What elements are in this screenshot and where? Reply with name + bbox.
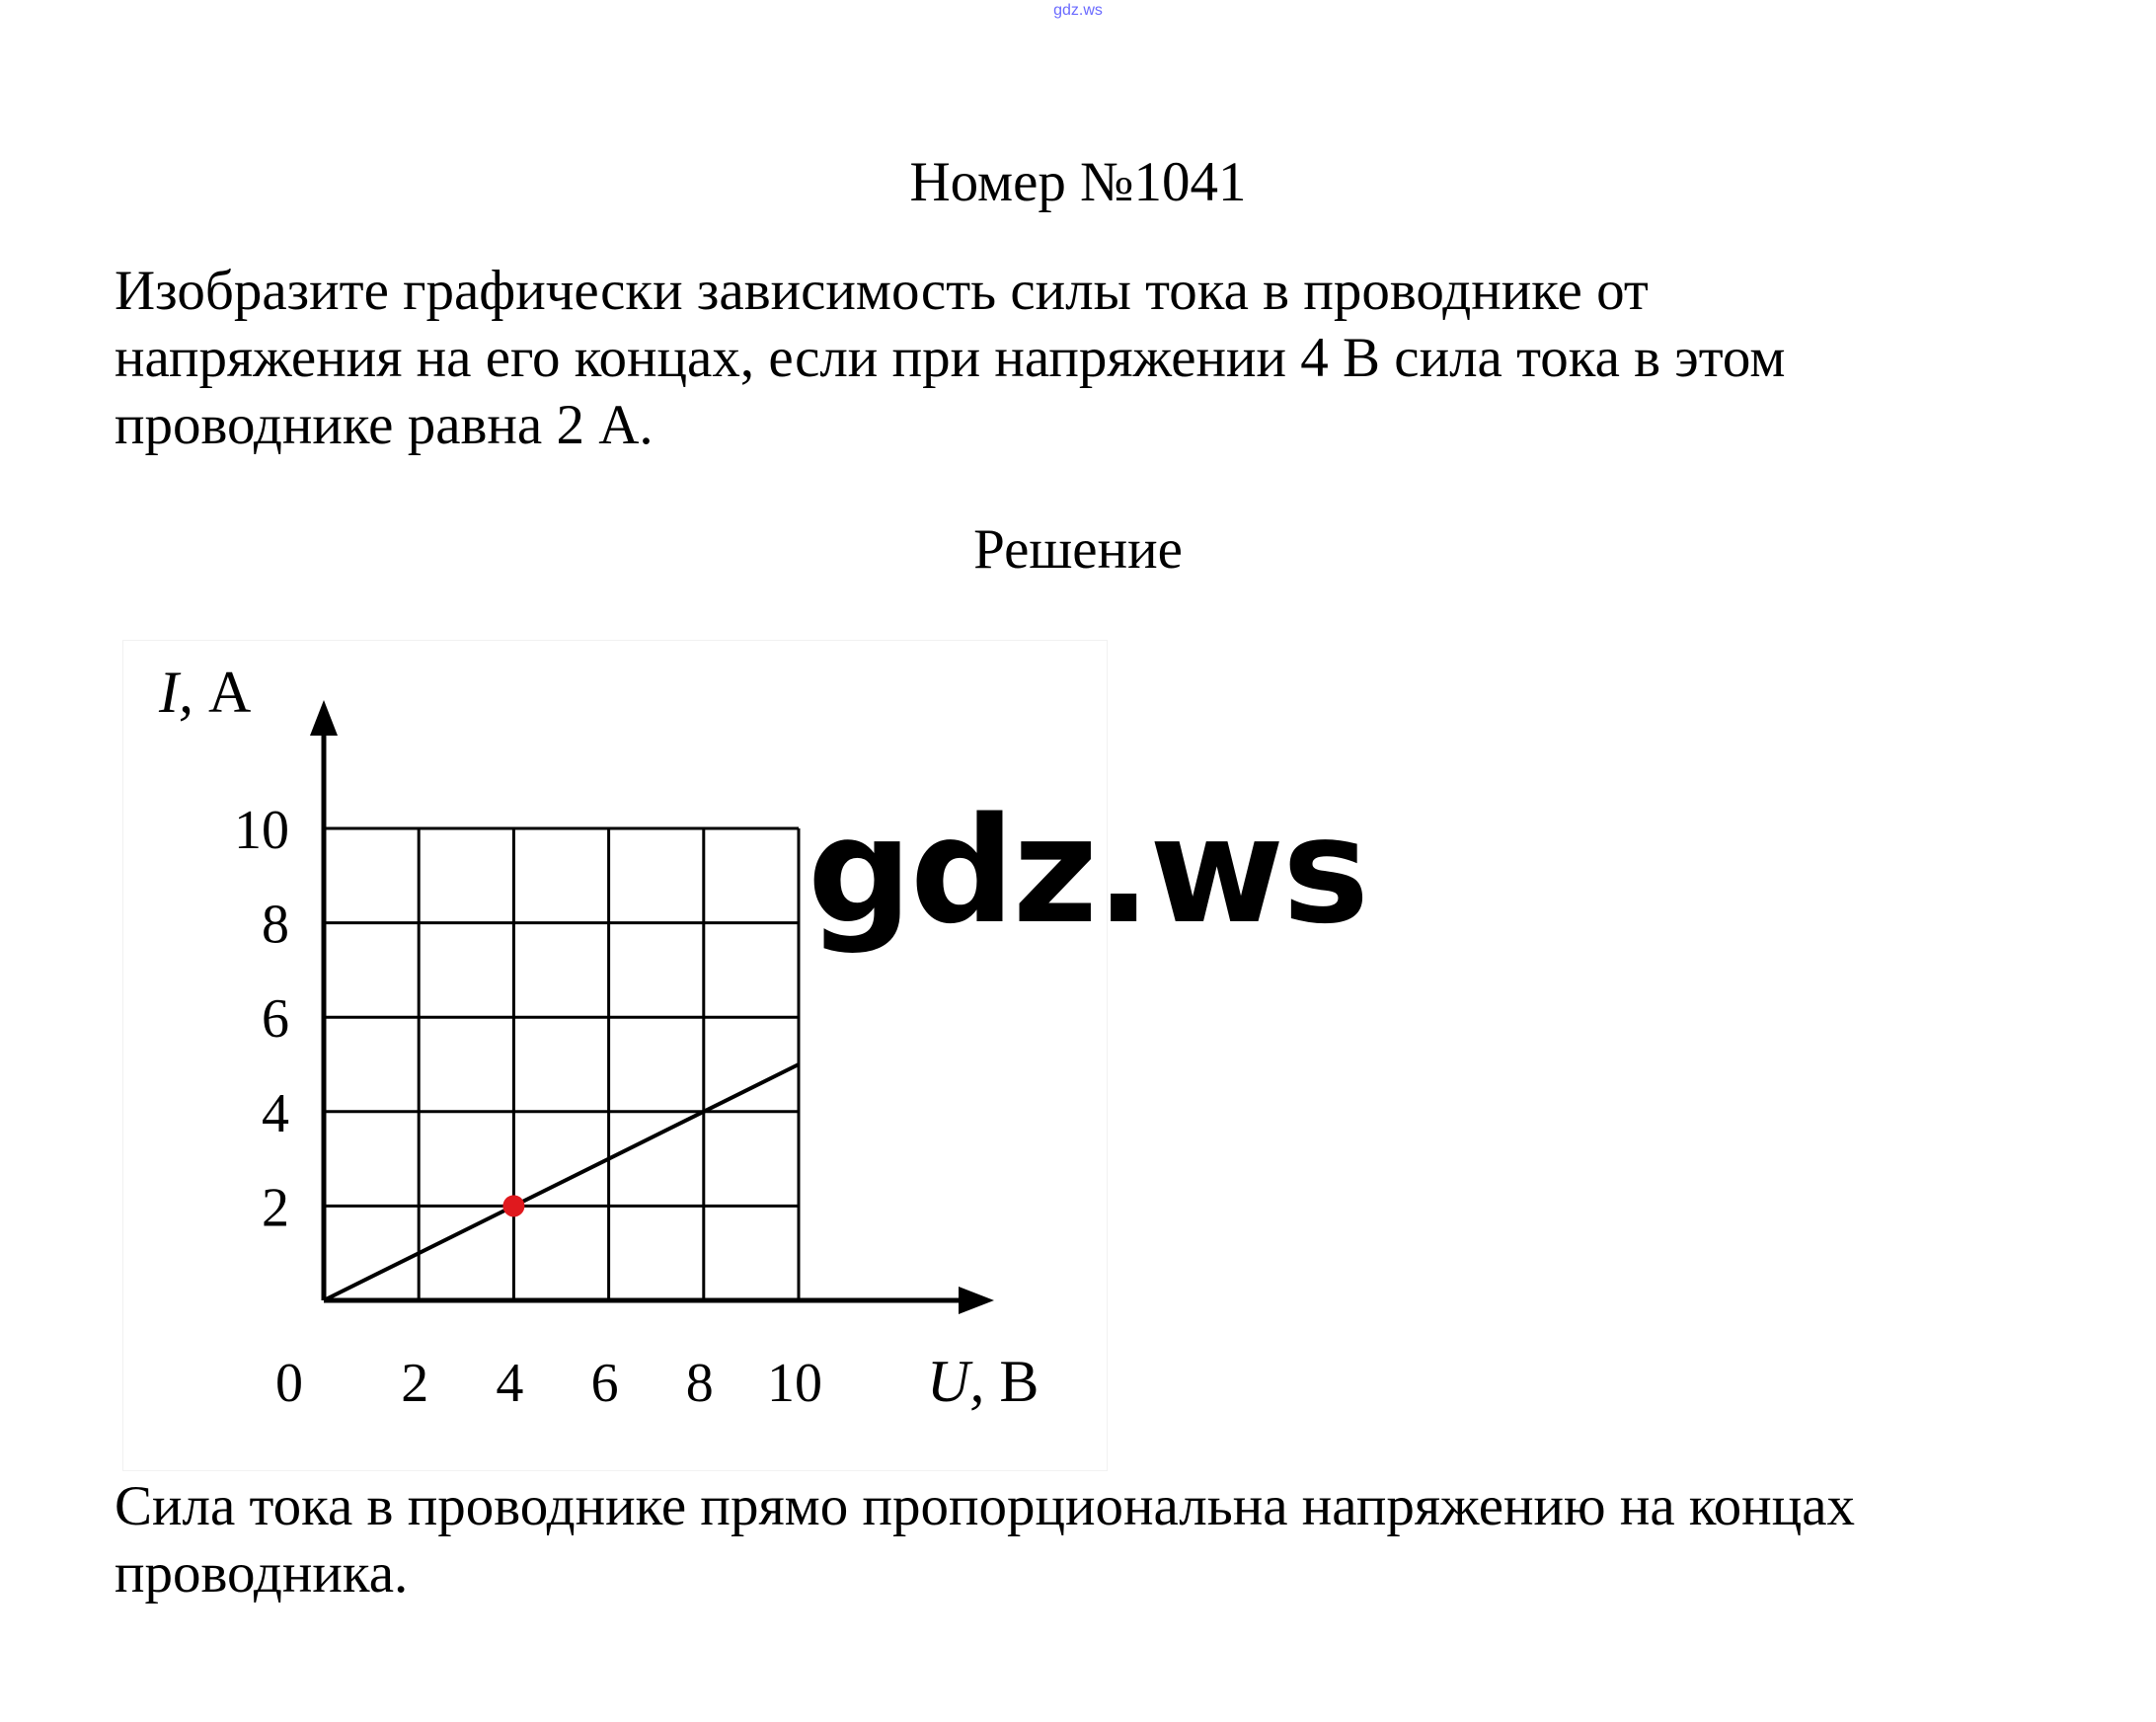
y-tick-label-10: 10 bbox=[234, 800, 289, 861]
chart-svg bbox=[123, 641, 1107, 1470]
page-title: Номер №1041 bbox=[909, 151, 1247, 213]
y-axis-arrow-icon bbox=[310, 700, 338, 736]
y-axis-label: I, А bbox=[159, 660, 252, 725]
y-tick-label-8: 8 bbox=[262, 894, 289, 956]
x-axis-arrow-icon bbox=[959, 1287, 994, 1314]
x-axis-label: U, В bbox=[927, 1349, 1040, 1414]
x-tick-label-4: 4 bbox=[496, 1353, 524, 1414]
highlight-point bbox=[502, 1195, 524, 1216]
x-tick-label-10: 10 bbox=[767, 1353, 822, 1414]
series-line-1 bbox=[324, 1064, 799, 1300]
source-mark: gdz.ws bbox=[1053, 2, 1103, 19]
conclusion-line-1: Сила тока в проводнике прямо пропорциональна напряжению на концах bbox=[115, 1475, 1855, 1537]
y-tick-label-2: 2 bbox=[262, 1177, 289, 1239]
conclusion-line-2: проводника. bbox=[115, 1542, 409, 1605]
problem-line-3: проводнике равна 2 А. bbox=[115, 394, 654, 456]
solution-heading: Решение bbox=[973, 518, 1183, 581]
x-tick-label-2: 2 bbox=[401, 1353, 429, 1414]
problem-line-1: Изобразите графически зависимость силы тока в проводнике от bbox=[115, 260, 1649, 322]
current-voltage-graph bbox=[122, 640, 1108, 1471]
conclusion-text bbox=[115, 1473, 2069, 1607]
problem-statement bbox=[115, 258, 2069, 459]
x-tick-label-8: 8 bbox=[685, 1353, 714, 1414]
watermark: gdz.ws bbox=[808, 786, 1368, 956]
problem-line-2: напряжения на его концах, если при напряжении 4 В сила тока в этом bbox=[115, 327, 1786, 389]
origin-label: 0 bbox=[275, 1353, 303, 1414]
x-tick-label-6: 6 bbox=[590, 1353, 619, 1414]
y-tick-label-6: 6 bbox=[262, 988, 289, 1051]
y-tick-label-4: 4 bbox=[262, 1082, 289, 1144]
